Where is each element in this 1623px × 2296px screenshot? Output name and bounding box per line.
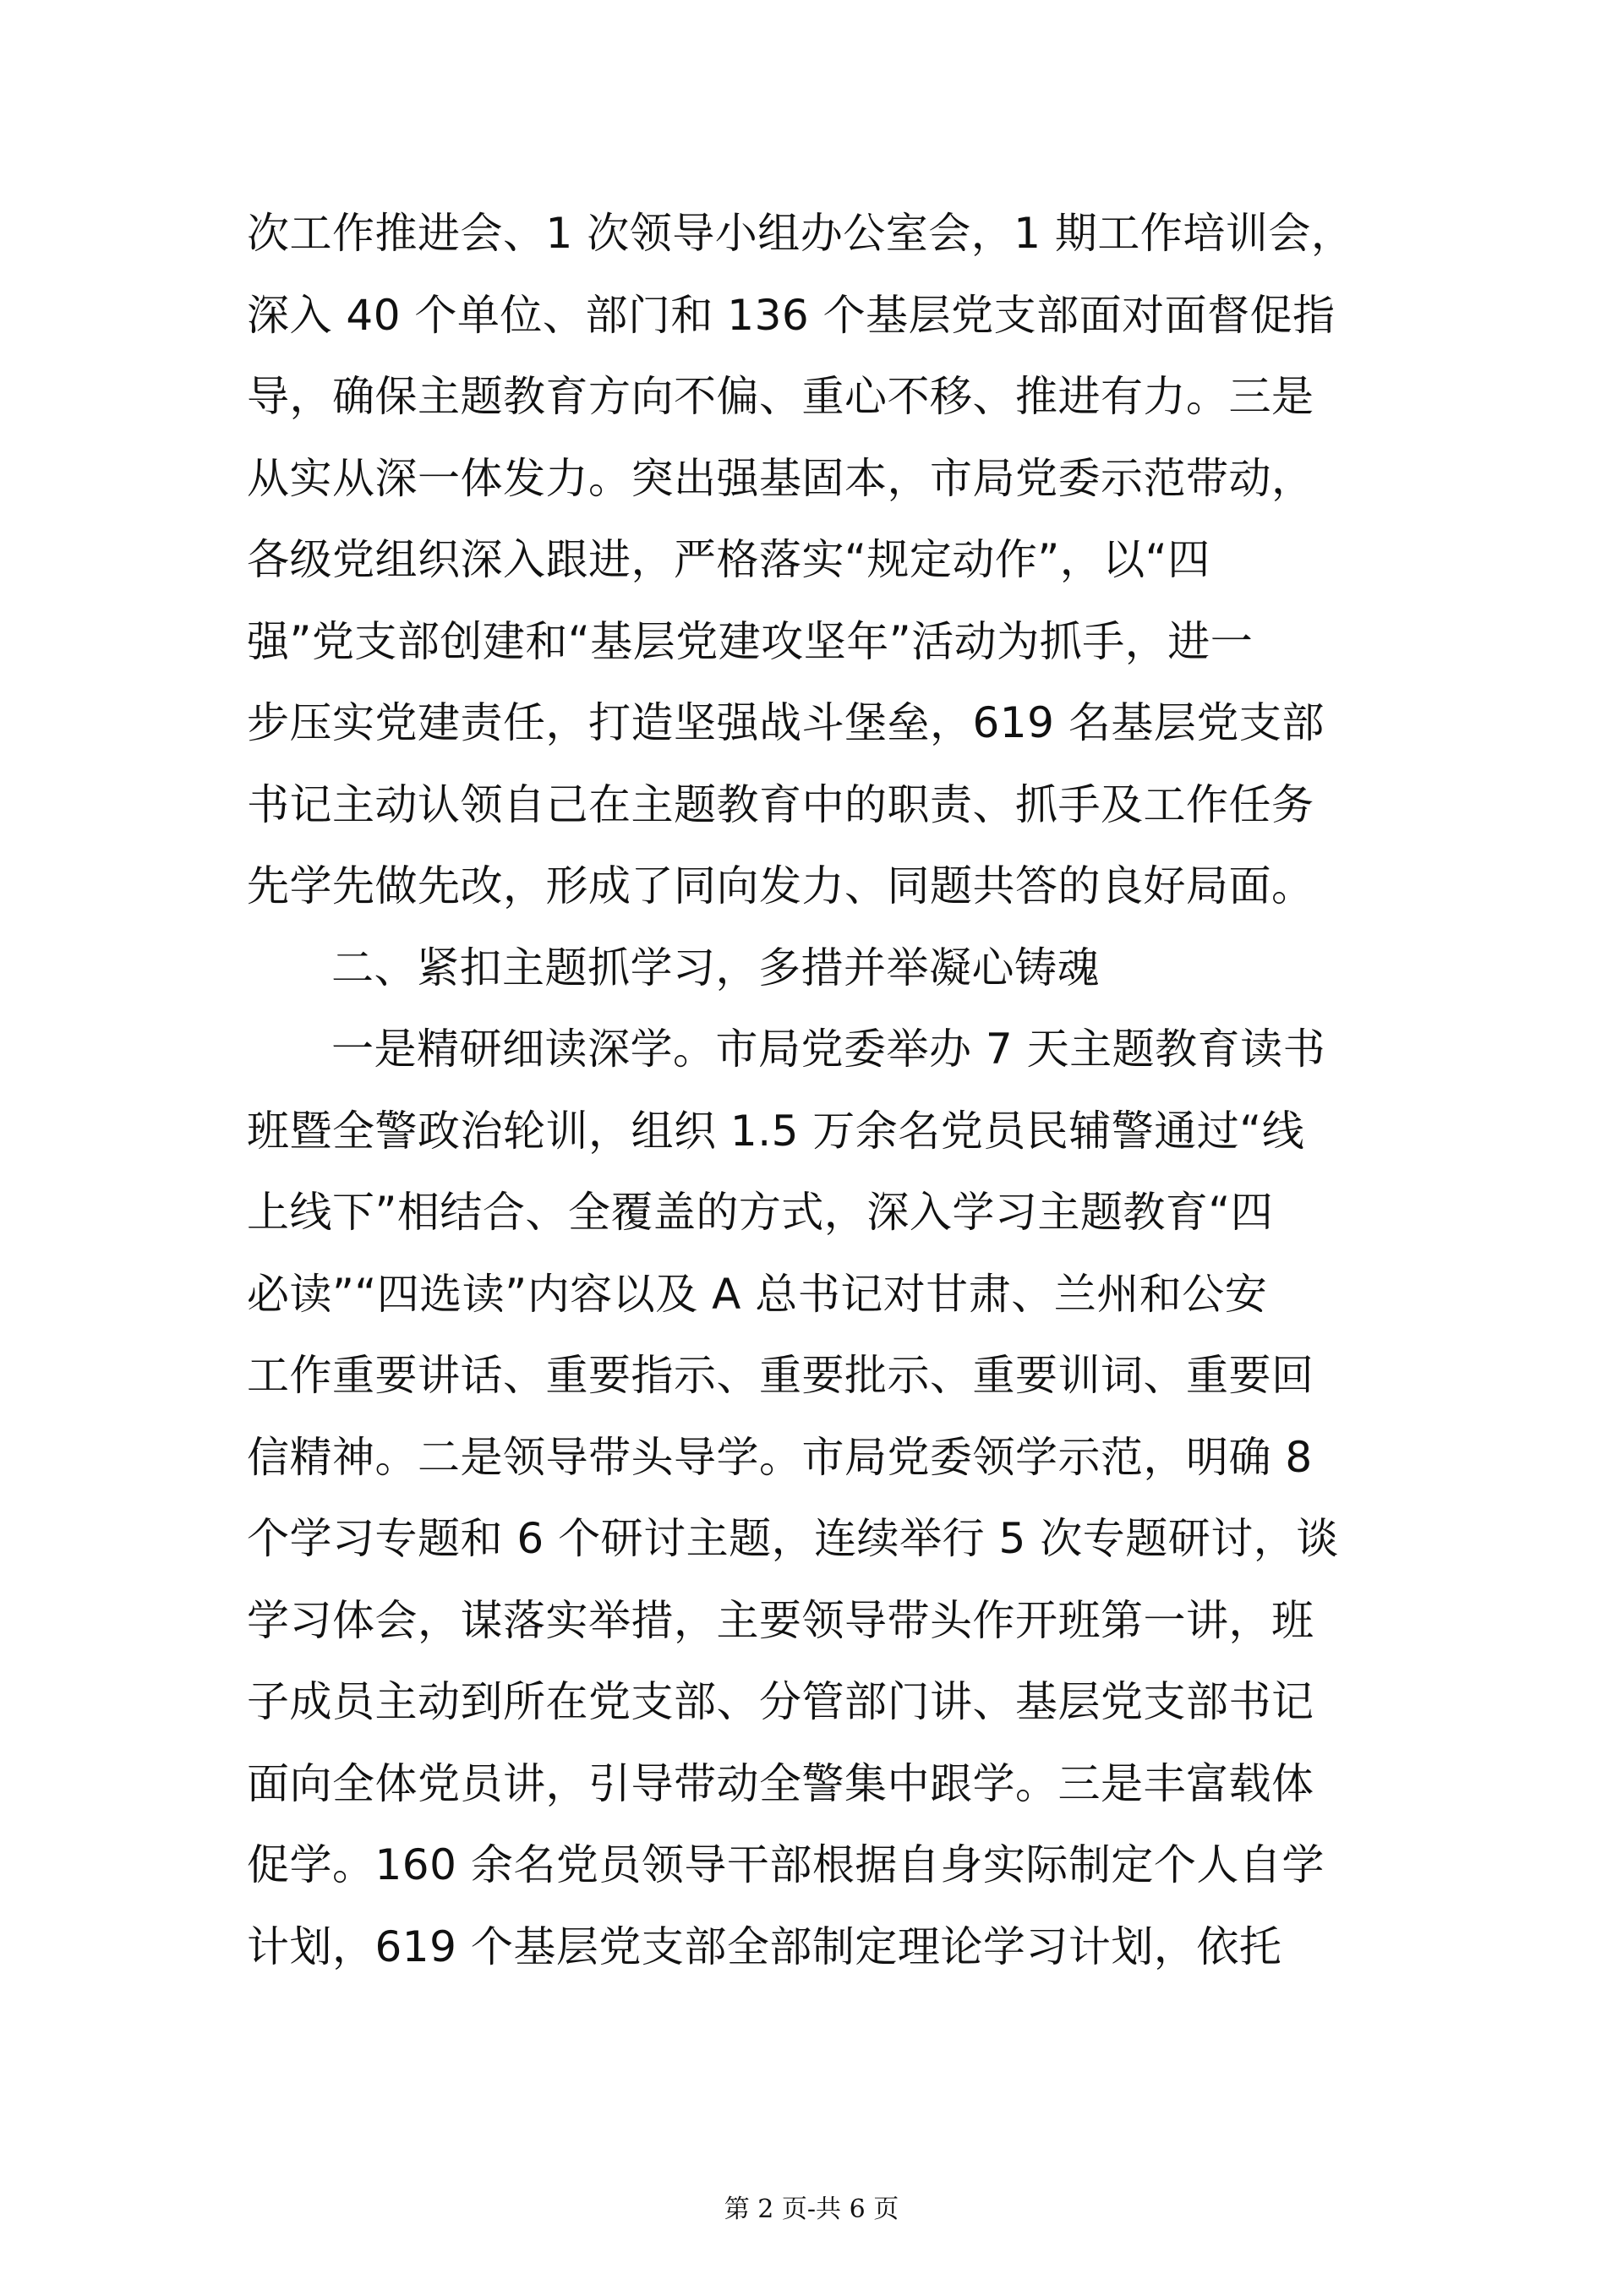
text-line: 子成员主动到所在党支部、分管部门讲、基层党支部书记 bbox=[247, 1677, 1314, 1726]
page-number-footer: 第 2 页-共 6 页 bbox=[724, 2195, 899, 2224]
text-line: 书记主动认领自己在主题教育中的职责、抓手及工作任务 bbox=[247, 779, 1314, 829]
text-line: 必读”“四选读”内容以及 A 总书记对甘肃、兰州和公安 bbox=[247, 1269, 1268, 1319]
text-line: 深入 40 个单位、部门和 136 个基层党支部面对面督促指 bbox=[247, 290, 1336, 340]
text-line: 班暨全警政治轮训，组织 1.5 万余名党员民辅警通过“线 bbox=[247, 1106, 1305, 1156]
text-line: 先学先做先改，形成了同向发力、同题共答的良好局面。 bbox=[247, 861, 1314, 910]
text-line: 从实从深一体发力。突出强基固本，市局党委示范带动， bbox=[247, 453, 1314, 503]
text-line: 计划，619 个基层党支部全部制定理论学习计划，依托 bbox=[247, 1922, 1282, 1971]
text-line: 导，确保主题教育方向不偏、重心不移、推进有力。三是 bbox=[247, 372, 1314, 421]
text-line: 信精神。二是领导带头导学。市局党委领学示范，明确 8 bbox=[247, 1432, 1313, 1482]
text-line: 次工作推进会、1 次领导小组办公室会，1 期工作培训会， bbox=[247, 209, 1354, 258]
text-line: 各级党组织深入跟进，严格落实“规定动作”，以“四 bbox=[247, 535, 1210, 584]
text-line: 工作重要讲话、重要指示、重要批示、重要训词、重要回 bbox=[247, 1351, 1314, 1400]
text-line: 步压实党建责任，打造坚强战斗堡垒，619 名基层党支部 bbox=[247, 698, 1325, 747]
text-line: 强”党支部创建和“基层党建攻坚年”活动为抓手，进一 bbox=[247, 616, 1254, 666]
paragraph-first-line: 一是精研细读深学。市局党委举办 7 天主题教育读书 bbox=[331, 1025, 1326, 1074]
text-line: 面向全体党员讲，引导带动全警集中跟学。三是丰富载体 bbox=[247, 1758, 1314, 1808]
text-line: 学习体会，谋落实举措，主要领导带头作开班第一讲，班 bbox=[247, 1595, 1314, 1645]
text-line: 个学习专题和 6 个研讨主题，连续举行 5 次专题研讨，谈 bbox=[247, 1514, 1339, 1563]
section-heading: 二、紧扣主题抓学习，多措并举凝心铸魂 bbox=[331, 943, 1100, 992]
text-line: 上线下”相结合、全覆盖的方式，深入学习主题教育“四 bbox=[247, 1188, 1274, 1237]
text-line: 促学。160 余名党员领导干部根据自身实际制定个人自学 bbox=[247, 1840, 1325, 1889]
document-body bbox=[247, 193, 1384, 1987]
